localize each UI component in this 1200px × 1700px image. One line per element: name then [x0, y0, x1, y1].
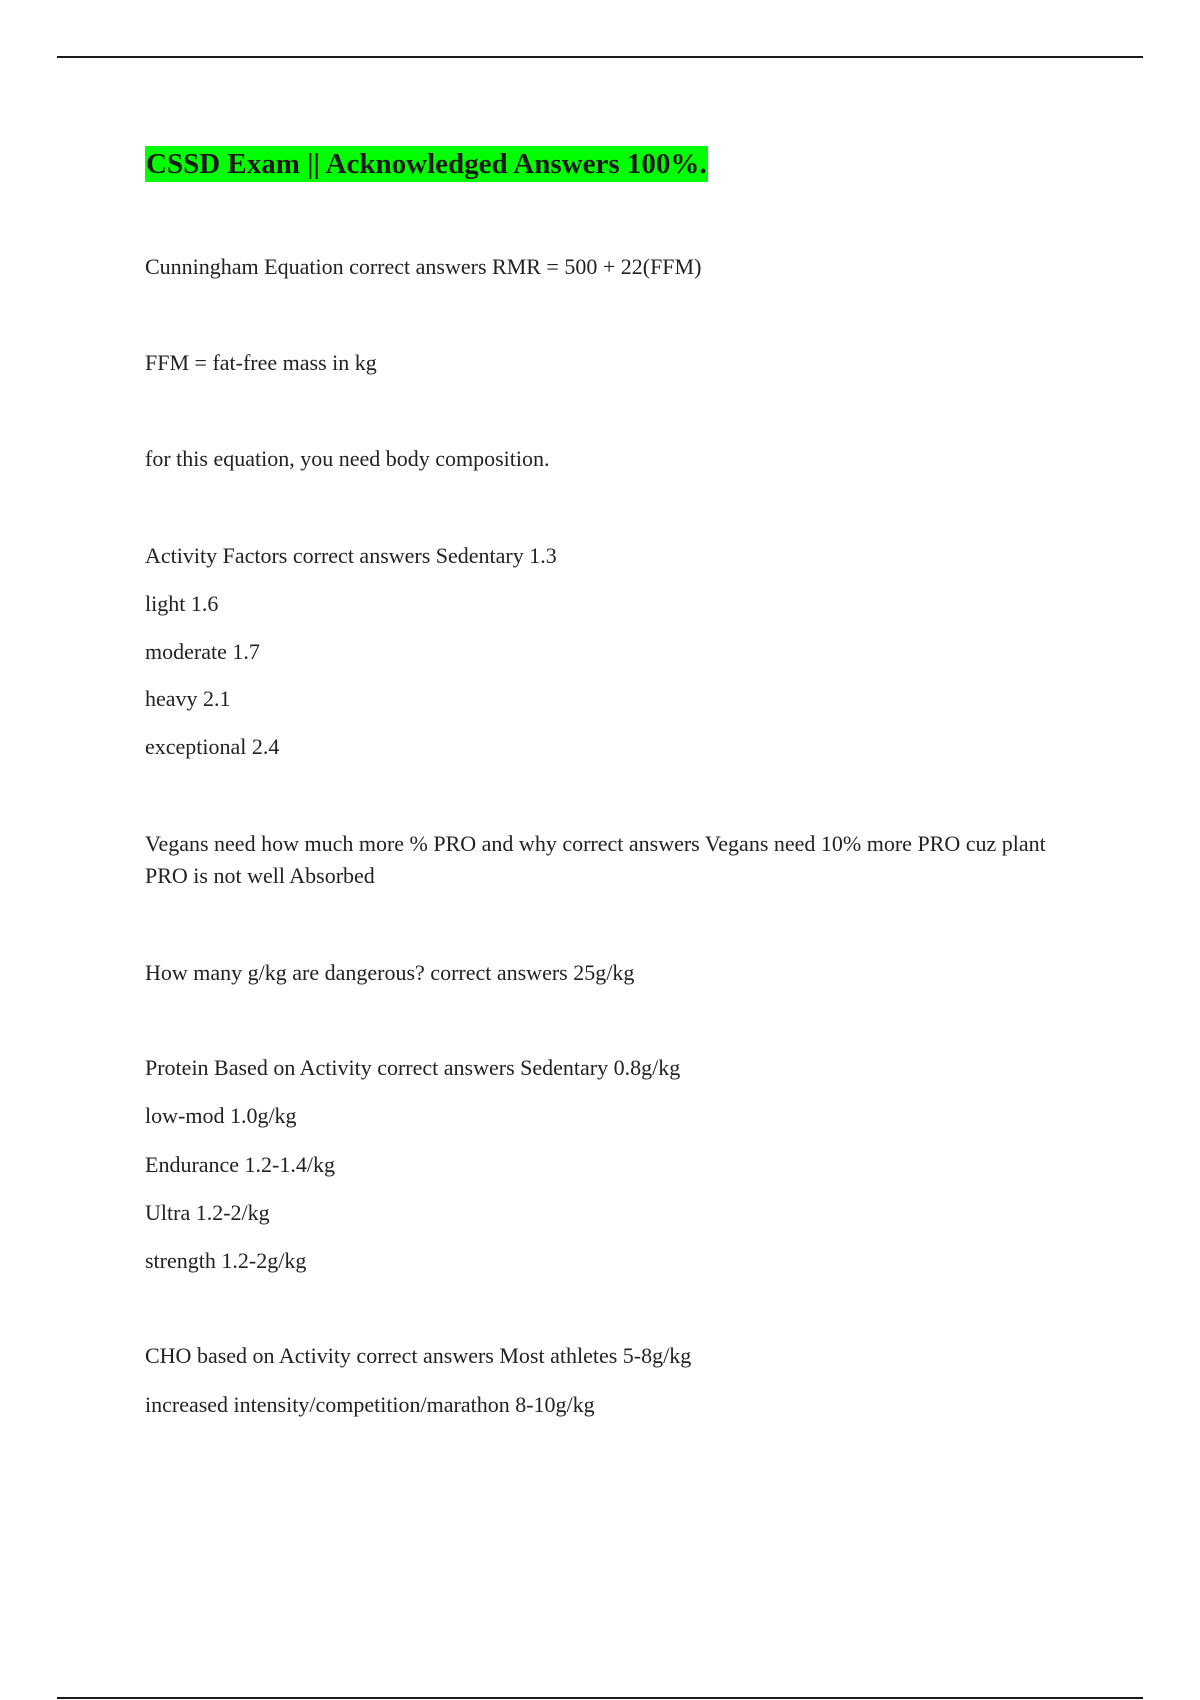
bottom-divider	[57, 1697, 1143, 1699]
activity-factors-line: Activity Factors correct answers Sedentary 1.3	[145, 543, 557, 568]
document-title: CSSD Exam || Acknowledged Answers 100%.	[146, 148, 707, 180]
protein-strength: strength 1.2-2g/kg	[145, 1248, 307, 1273]
title-block	[145, 146, 708, 182]
activity-factor-light: light 1.6	[145, 591, 219, 616]
top-divider	[57, 56, 1143, 58]
protein-ultra: Ultra 1.2-2/kg	[145, 1200, 270, 1225]
vegan-protein-line: Vegans need how much more % PRO and why correct answers Vegans need 10% more PRO cuz plant PRO is not well Absorbed	[145, 831, 1046, 888]
activity-factor-heavy: heavy 2.1	[145, 686, 231, 711]
protein-activity-line: Protein Based on Activity correct answers Sedentary 0.8g/kg	[145, 1055, 681, 1080]
protein-low-mod: low-mod 1.0g/kg	[145, 1103, 297, 1128]
dangerous-protein-line: How many g/kg are dangerous? correct answers 25g/kg	[145, 960, 635, 985]
body-composition-note: for this equation, you need body composition.	[145, 446, 550, 471]
cho-activity-line: CHO based on Activity correct answers Most athletes 5-8g/kg	[145, 1343, 692, 1368]
cunningham-equation-line: Cunningham Equation correct answers RMR = 500 + 22(FFM)	[145, 254, 702, 279]
protein-endurance: Endurance 1.2-1.4/kg	[145, 1152, 335, 1177]
cho-high-intensity: increased intensity/competition/marathon 8-10g/kg	[145, 1392, 595, 1417]
activity-factor-exceptional: exceptional 2.4	[145, 734, 280, 759]
activity-factor-moderate: moderate 1.7	[145, 639, 260, 664]
ffm-definition-line: FFM = fat-free mass in kg	[145, 350, 377, 375]
